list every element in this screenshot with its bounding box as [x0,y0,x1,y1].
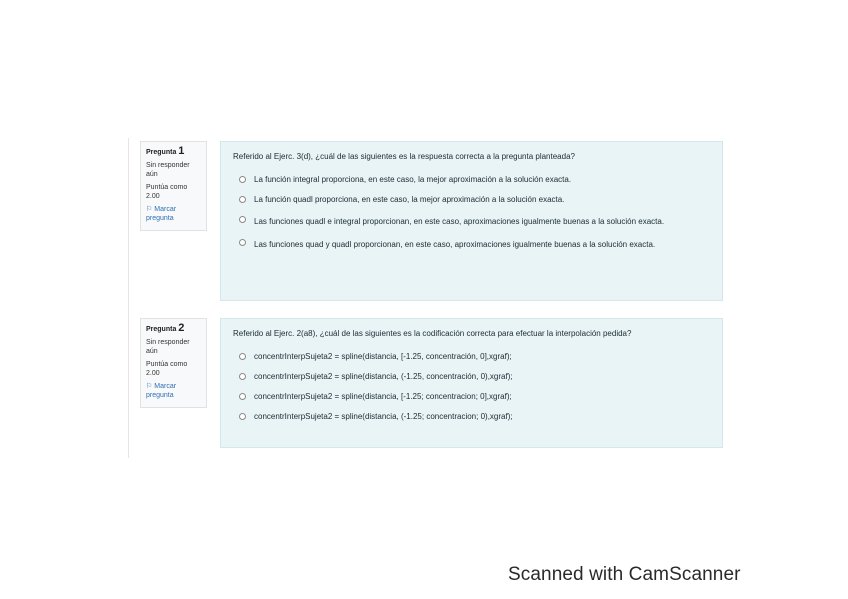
answer-label: Las funciones quadl e integral proporcionan, en este caso, aproximaciones igualmente buenas a la solución exacta. [254,217,665,226]
answer-label: concentrInterpSujeta2 = spline(distancia, [-1.25, concentración, 0],xgraf); [254,352,512,361]
answer-radio[interactable] [239,393,246,400]
page-left-border [128,138,129,458]
flag-question-link[interactable] [146,205,201,223]
answer-radio[interactable] [239,353,246,360]
flag-question-link[interactable] [146,382,201,400]
answer-option[interactable] [233,175,710,185]
answer-option[interactable] [233,195,710,205]
answer-option[interactable] [233,412,710,422]
answer-radio[interactable] [239,373,246,380]
question-info-panel [140,141,207,231]
answer-label: concentrInterpSujeta2 = spline(distancia, [-1.25; concentracion; 0],xgraf); [254,392,512,401]
answer-radio[interactable] [239,239,246,246]
answer-radio[interactable] [239,176,246,183]
answer-label: concentrInterpSujeta2 = spline(distancia, (-1.25; concentracion; 0),xgraf); [254,412,513,421]
answer-option[interactable] [233,392,710,402]
flag-label: Marcar pregunta [146,206,177,222]
question-grade: Puntúa como 2.00 [146,184,188,200]
answer-label: Las funciones quad y quadl proporcionan, en este caso, aproximaciones igualmente buenas a la solución exacta. [254,240,656,249]
scanner-watermark: Scanned with CamScanner [508,564,741,585]
answer-label: La función integral proporciona, en este caso, la mejor aproximación a la solución exacta. [254,175,572,184]
question-info-panel [140,318,207,408]
flag-icon: ⚐ [146,383,153,390]
question-text: Referido al Ejerc. 2(a8), ¿cuál de las siguientes es la codificación correcta para efectuar la interpolación pedida? [233,329,632,338]
flag-icon: ⚐ [146,206,153,213]
question-number: 1 [178,145,185,157]
question-status: Sin responder aún [146,162,190,178]
question-grade: Puntúa como 2.00 [146,361,188,377]
answer-label: concentrInterpSujeta2 = spline(distancia, (-1.25, concentración, 0),xgraf); [254,372,513,381]
question-content [220,318,723,448]
question-label: Pregunta [146,149,177,156]
answer-option[interactable] [233,215,710,228]
question-label: Pregunta [146,326,177,333]
question-content [220,141,723,301]
question-text: Referido al Ejerc. 3(d), ¿cuál de las siguientes es la respuesta correcta a la pregunta planteada? [233,152,575,161]
answer-option[interactable] [233,372,710,382]
answer-option[interactable] [233,238,710,251]
flag-label: Marcar pregunta [146,383,177,399]
answer-option[interactable] [233,352,710,362]
answer-radio[interactable] [239,216,246,223]
answer-radio[interactable] [239,196,246,203]
question-number: 2 [178,322,185,334]
answer-label: La función quadl proporciona, en este caso, la mejor aproximación a la solución exacta. [254,195,565,204]
answer-radio[interactable] [239,413,246,420]
question-status: Sin responder aún [146,339,190,355]
